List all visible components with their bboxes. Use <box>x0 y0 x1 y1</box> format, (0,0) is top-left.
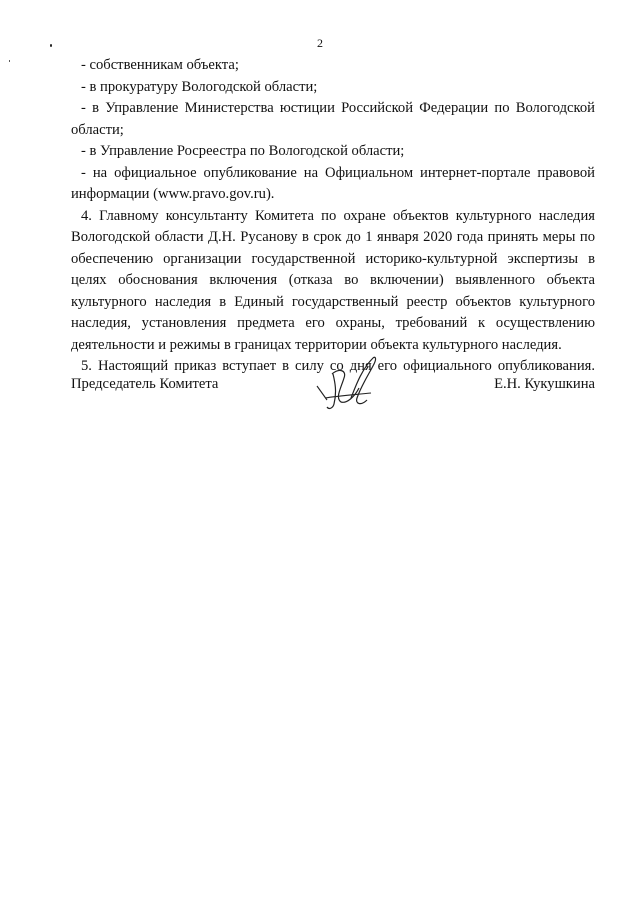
paragraph-owners: - собственникам объекта; <box>81 57 239 73</box>
page-number: 2 <box>317 36 323 50</box>
paragraph-item-4: 4. Главному консультанту Комитета по охране объектов культурного наследия Вологодской области Д.Н. Русанову в срок до 1 января 2020 года принять меры по обеспечению организации государственной историко-культурной экспертизы в целях обоснования включения (отказа во включении) выявленного объекта культурного наследия в Единый государственный реестр объектов культурного наследия, установления предмета его охраны, требований к осуществлению деятельности и режимы в границах территории объекта культурного наследия. <box>71 207 595 353</box>
paragraph-item-5: 5. Настоящий приказ вступает в силу со дня его официального опубликования. <box>81 358 595 374</box>
signatory-title: Председатель Комитета <box>71 376 219 392</box>
handwritten-signature-icon <box>311 352 391 414</box>
paragraph-publication: - на официальное опубликование на Официальном интернет-портале правовой информации (www.pravo.gov.ru). <box>71 164 595 202</box>
signatory-name: Е.Н. Кукушкина <box>494 376 595 392</box>
document-body <box>71 55 595 378</box>
paragraph-justice-ministry: - в Управление Министерства юстиции Российской Федерации по Вологодской области; <box>71 100 595 138</box>
paragraph-prosecutor: - в прокуратуру Вологодской области; <box>81 78 318 95</box>
signature-block <box>71 372 595 432</box>
scan-speck <box>9 60 10 62</box>
paragraph-rosreestr: - в Управление Росреестра по Вологодской области; <box>81 143 405 159</box>
